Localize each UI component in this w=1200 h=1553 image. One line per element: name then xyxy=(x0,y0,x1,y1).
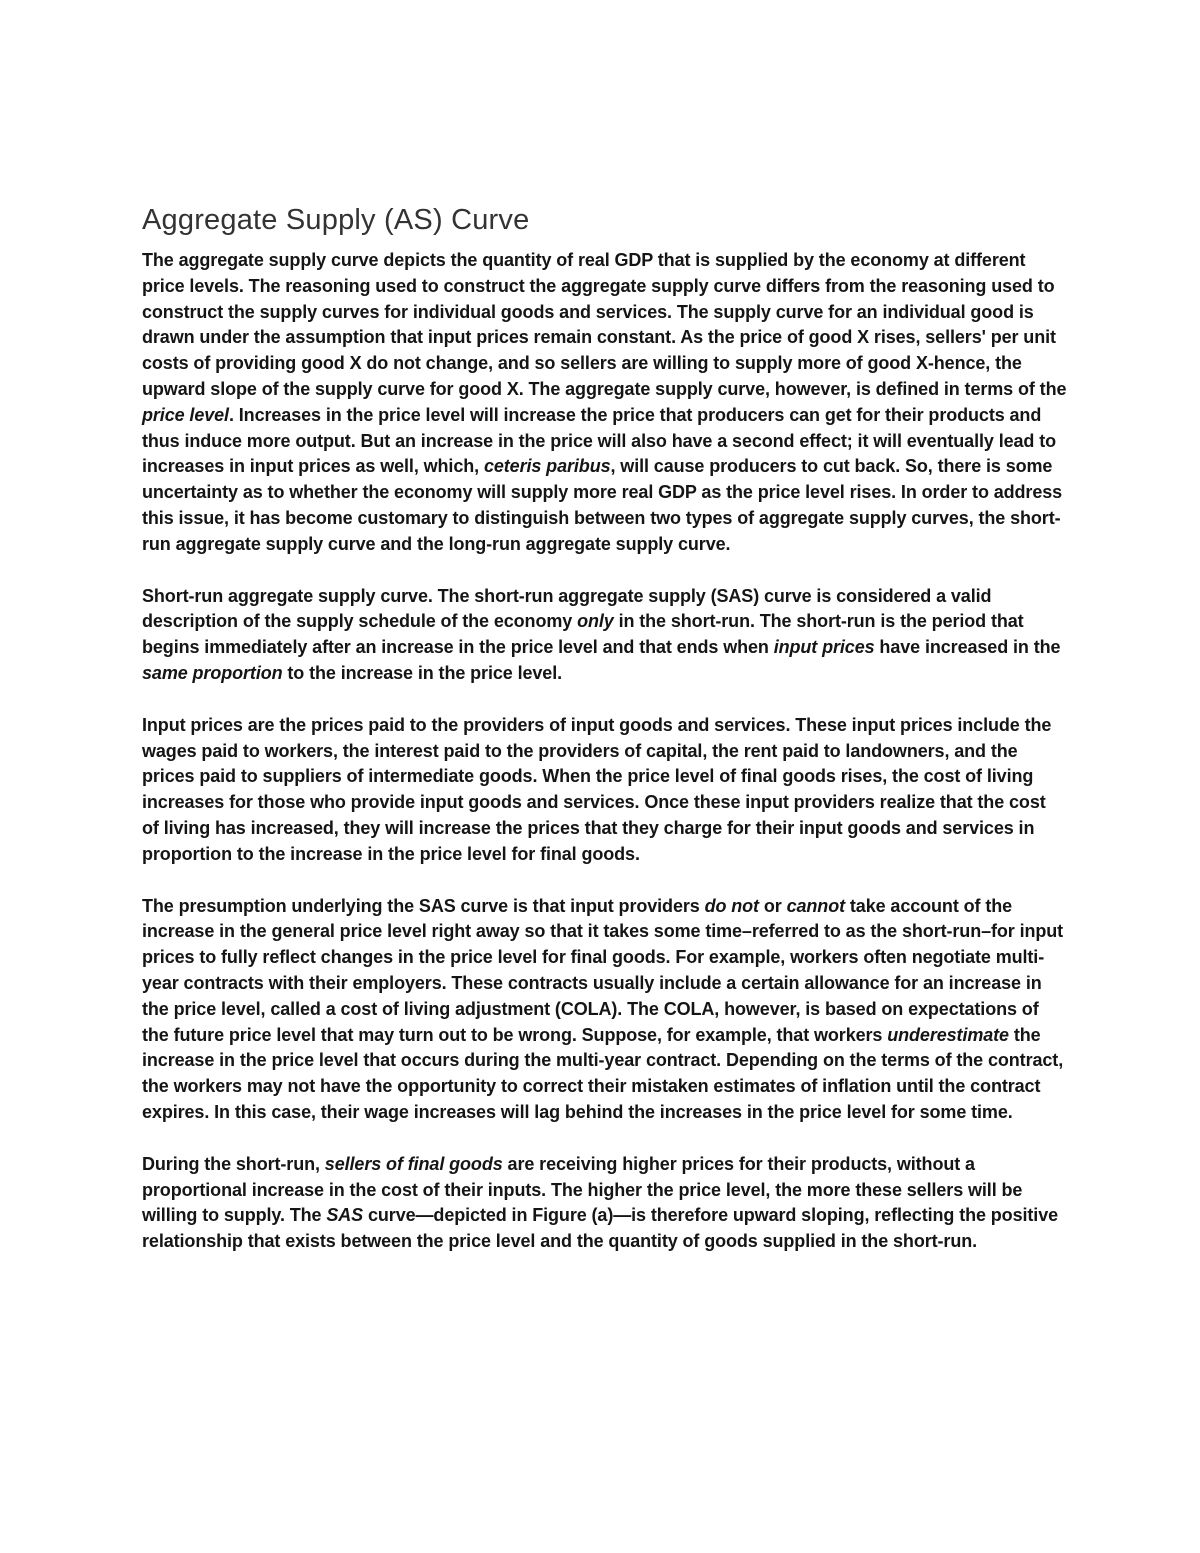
paragraph-text: or xyxy=(758,895,787,916)
body-paragraph xyxy=(142,894,1067,1126)
paragraph-text: are receiving higher prices for their products, without a proportional increase in the cost of their inputs. The higher the price level, the more these sellers will be willing to supply. The xyxy=(142,1153,1023,1226)
body-paragraph xyxy=(142,1152,1067,1255)
emphasized-text: do not xyxy=(704,895,759,916)
body-paragraph xyxy=(142,248,1067,558)
emphasized-text: only xyxy=(577,611,614,632)
paragraph-text: During the short-run, xyxy=(142,1153,325,1174)
document-body xyxy=(142,248,1067,1255)
paragraph-text: take account of the increase in the general price level right away so that it takes some time–referred to as the short-run–for input prices to fully reflect changes in the price level for final goods. For example, workers often negotiate multi-year contracts with their employers. These contracts usually include a certain allowance for an increase in the price level, called a cost of living adjustment (COLA). The COLA, however, is based on expectations of the future price level that may turn out to be wrong. Suppose, for example, that workers xyxy=(142,895,1064,1045)
paragraph-text: in the short-run. The short-run is the period that begins immediately after an increase in the price level and that ends when xyxy=(142,611,1024,658)
paragraph-text: The presumption underlying the SAS curve is that input providers xyxy=(142,895,705,916)
emphasized-text: input prices xyxy=(773,637,875,658)
paragraph-text: the increase in the price level that occurs during the multi-year contract. Depending on the terms of the contract, the workers may not have the opportunity to correct their mistaken estimates of inflation until the contract expires. In this case, their wage increases will lag behind the increases in the price level for some time. xyxy=(142,1024,1064,1122)
paragraph-text: curve—depicted in Figure (a)—is therefore upward sloping, reflecting the positive relationship that exists between the price level and the quantity of goods supplied in the short-run. xyxy=(142,1205,1059,1252)
paragraph-text: Short-run aggregate supply curve. The short-run aggregate supply (SAS) curve is considered a valid description of the supply schedule of the economy xyxy=(142,585,992,632)
paragraph-text: The aggregate supply curve depicts the quantity of real GDP that is supplied by the economy at different price levels. The reasoning used to construct the aggregate supply curve differs from the reasoning used to construct the supply curves for individual goods and services. The supply curve for an individual good is drawn under the assumption that input prices remain constant. As the price of good X rises, sellers' per unit costs of providing good X do not change, and so sellers are willing to supply more of good X-hence, the upward slope of the supply curve for good X. The aggregate supply curve, however, is defined in terms of the xyxy=(142,250,1067,399)
emphasized-text: underestimate xyxy=(887,1024,1009,1045)
body-paragraph xyxy=(142,584,1067,687)
page-title: Aggregate Supply (AS) Curve xyxy=(142,204,530,236)
emphasized-text: ceteris paribus xyxy=(483,456,611,477)
body-paragraph xyxy=(142,713,1067,868)
paragraph-text: Input prices are the prices paid to the providers of input goods and services. These input prices include the wages paid to workers, the interest paid to the providers of capital, the rent paid to landowners, and the prices paid to suppliers of intermediate goods. When the price level of final goods rises, the cost of living increases for those who provide input goods and services. Once these input providers realize that the cost of living has increased, they will increase the prices that they charge for their input goods and services in proportion to the increase in the price level for final goods. xyxy=(142,714,1052,864)
emphasized-text: sellers of final goods xyxy=(324,1153,503,1174)
document-content xyxy=(142,200,1067,1281)
paragraph-text: . Increases in the price level will increase the price that producers can get for their products and thus induce more output. But an increase in the price will also have a second effect; it will eventually lead to increases in input prices as well, which, xyxy=(142,404,1057,477)
emphasized-text: price level xyxy=(142,404,229,425)
paragraph-text: , will cause producers to cut back. So, there is some uncertainty as to whether the economy will supply more real GDP as the price level rises. In order to address this issue, it has become customary to distinguish between two types of aggregate supply curves, the short-run aggregate supply curve and the long-run aggregate supply curve. xyxy=(142,456,1063,554)
emphasized-text: SAS xyxy=(326,1205,364,1226)
paragraph-text: to the increase in the price level. xyxy=(282,662,563,683)
paragraph-text: have increased in the xyxy=(874,637,1061,658)
emphasized-text: cannot xyxy=(786,895,845,916)
emphasized-text: same proportion xyxy=(142,662,283,683)
